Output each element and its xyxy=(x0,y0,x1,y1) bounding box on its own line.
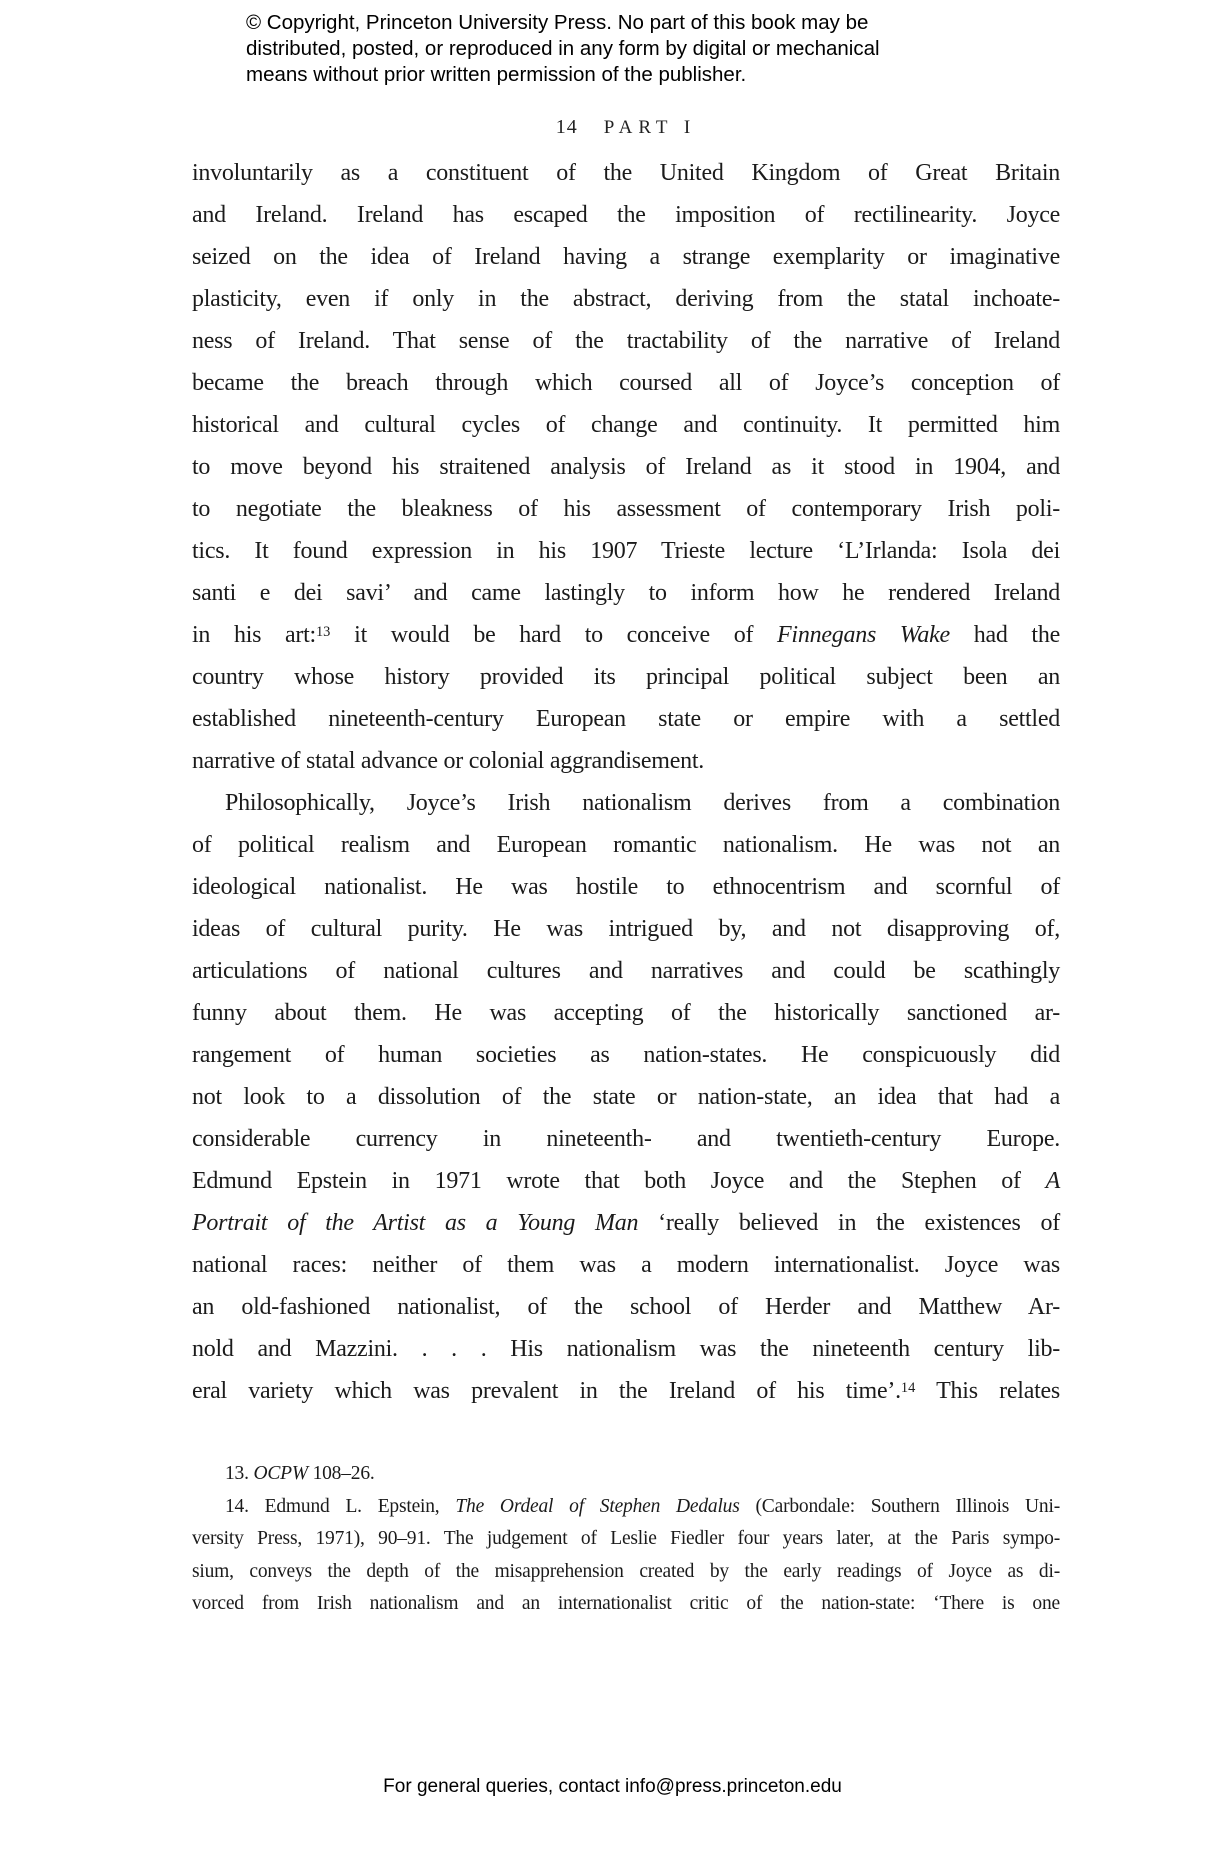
text-line: Edmund Epstein in 1971 wrote that both Joyce and the Stephen of A xyxy=(192,1168,1060,1194)
footnote-line: 13. OCPW 108–26. xyxy=(225,1463,375,1484)
paragraph xyxy=(192,1458,1060,1491)
footnote-line: versity Press, 1971), 90–91. The judgement of Leslie Fiedler four years later, at the Paris sympo- xyxy=(192,1528,1060,1549)
footer-text: For general queries, contact info@press.princeton.edu xyxy=(383,1776,842,1797)
part-label: PART I xyxy=(603,117,697,138)
text-line: eral variety which was prevalent in the Ireland of his time’.$^{14}$ This relates xyxy=(192,1378,1061,1404)
text-line: Philosophically, Joyce’s Irish nationalism derives from a combination xyxy=(225,790,1060,816)
footnote-line: sium, conveys the depth of the misapprehension created by the early readings of Joyce as di- xyxy=(192,1560,1060,1582)
copyright-line: distributed, posted, or reproduced in any form by digital or mechanical xyxy=(246,37,880,60)
footnote-marker: 14 xyxy=(900,1379,916,1396)
italic-title: OCPW xyxy=(253,1463,308,1484)
text-line: funny about them. He was accepting of the historically sanctioned ar- xyxy=(192,1000,1060,1026)
text-line: Portrait of the Artist as a Young Man ‘really believed in the existences of xyxy=(192,1210,1060,1236)
text-line: plasticity, even if only in the abstract, deriving from the statal inchoate- xyxy=(192,286,1060,312)
footnote-line: 14. Edmund L. Epstein, The Ordeal of Stephen Dedalus (Carbondale: Southern Illinois Uni- xyxy=(225,1495,1060,1517)
italic-title: A xyxy=(1045,1168,1060,1194)
italic-title: The Ordeal of Stephen Dedalus xyxy=(455,1495,740,1517)
text-line: not look to a dissolution of the state or nation-state, an idea that had a xyxy=(192,1084,1060,1110)
text-line: national races: neither of them was a modern internationalist. Joyce was xyxy=(192,1252,1060,1278)
text-line: seized on the idea of Ireland having a strange exemplarity or imaginative xyxy=(192,244,1060,270)
italic-title: Finnegans Wake xyxy=(776,622,950,648)
text-line: of political realism and European romantic nationalism. He was not an xyxy=(192,832,1060,858)
text-line: articulations of national cultures and narratives and could be scathingly xyxy=(192,958,1060,984)
text-line: became the breach through which coursed all of Joyce’s conception of xyxy=(192,370,1060,396)
text-line: country whose history provided its principal political subject been an xyxy=(192,664,1060,690)
text-line: involuntarily as a constituent of the United Kingdom of Great Britain xyxy=(192,160,1060,186)
footnote-line: vorced from Irish nationalism and an internationalist critic of the nation-state: ‘There is one xyxy=(192,1593,1060,1614)
text-line: established nineteenth-century European state or empire with a settled xyxy=(192,706,1060,732)
text-line: an old-fashioned nationalist, of the school of Herder and Matthew Ar- xyxy=(192,1294,1060,1320)
copyright-line: © Copyright, Princeton University Press. No part of this book may be xyxy=(246,11,869,34)
running-header xyxy=(192,116,1060,139)
copyright-notice xyxy=(246,10,880,88)
footnotes xyxy=(192,1458,1060,1621)
text-line: to move beyond his straitened analysis of Ireland as it stood in 1904, and xyxy=(192,454,1060,480)
text-line: ideological nationalist. He was hostile to ethnocentrism and scornful of xyxy=(192,874,1060,900)
text-line: ness of Ireland. That sense of the tractability of the narrative of Ireland xyxy=(192,328,1060,354)
text-line: nold and Mazzini. . . . His nationalism was the nineteenth century lib- xyxy=(192,1336,1060,1362)
text-line: considerable currency in nineteenth- and twentieth-century Europe. xyxy=(192,1126,1060,1152)
text-line: tics. It found expression in his 1907 Trieste lecture ‘L’Irlanda: Isola dei xyxy=(192,538,1060,564)
copyright-line: means without prior written permission of the publisher. xyxy=(246,63,747,86)
page-number: 14 xyxy=(555,116,578,138)
footnote-marker: 13 xyxy=(315,623,331,640)
text-line: in his art:$^{13}$ it would be hard to conceive of Finnegans Wake had the xyxy=(192,622,1060,648)
text-line: ideas of cultural purity. He was intrigued by, and not disapproving of, xyxy=(192,916,1060,942)
paragraph xyxy=(192,782,1060,1412)
paragraph xyxy=(192,1491,1060,1621)
body-text xyxy=(192,152,1060,1412)
text-line: and Ireland. Ireland has escaped the imposition of rectilinearity. Joyce xyxy=(192,202,1060,228)
paragraph xyxy=(192,152,1060,782)
text-line: historical and cultural cycles of change and continuity. It permitted him xyxy=(192,412,1060,438)
italic-title: Portrait of the Artist as a Young Man xyxy=(192,1210,639,1236)
text-line: santi e dei savi’ and came lastingly to inform how he rendered Ireland xyxy=(192,580,1060,606)
text-line: rangement of human societies as nation-states. He conspicuously did xyxy=(192,1042,1060,1068)
footer-contact xyxy=(0,1776,1225,1798)
text-line: narrative of statal advance or colonial aggrandisement. xyxy=(192,748,705,774)
text-line: to negotiate the bleakness of his assessment of contemporary Irish poli- xyxy=(192,496,1060,522)
